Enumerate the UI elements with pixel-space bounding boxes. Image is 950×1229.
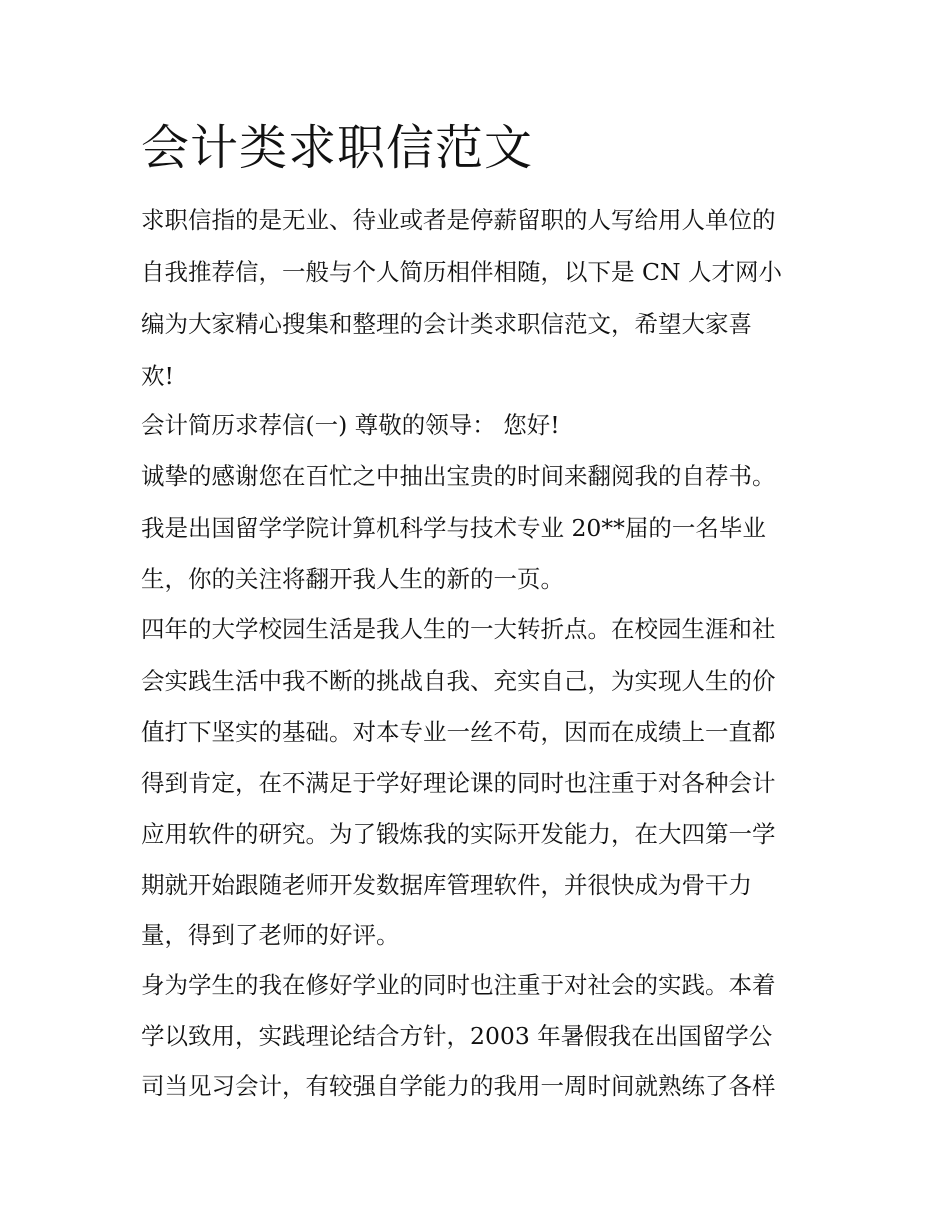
body-line: 编为大家精心搜集和整理的会计类求职信范文，希望大家喜 — [141, 310, 752, 338]
body-line: 求职信指的是无业、待业或者是停薪留职的人写给用人单位的 — [141, 206, 776, 234]
body-line: 期就开始跟随老师开发数据库管理软件，并很快成为骨干力 — [141, 871, 752, 899]
body-line: 会实践生活中我不断的挑战自我、充实自己，为实现人生的价 — [141, 667, 776, 695]
body-line: 司当见习会计，有较强自学能力的我用一周时间就熟练了各样 — [141, 1072, 776, 1100]
body-line: 学以致用，实践理论结合方针，2003 年暑假我在出国留学公 — [141, 1022, 773, 1050]
document-title: 会计类求职信范文 — [141, 120, 534, 176]
body-line: 四年的大学校园生活是我人生的一大转折点。在校园生涯和社 — [141, 615, 776, 643]
body-line: 身为学生的我在修好学业的同时也注重于对社会的实践。本着 — [141, 971, 776, 999]
body-line: 应用软件的研究。为了锻炼我的实际开发能力，在大四第一学 — [141, 820, 776, 848]
body-line: 自我推荐信，一般与个人简历相伴相随，以下是 CN 人才网小 — [141, 258, 782, 286]
body-line: 生，你的关注将翻开我人生的新的一页。 — [141, 565, 564, 593]
body-line: 量，得到了老师的好评。 — [141, 921, 400, 949]
body-line: 我是出国留学学院计算机科学与技术专业 20**届的一名毕业 — [141, 514, 766, 542]
salutation-line: 会计简历求荐信(一) 尊敬的领导： 您好! — [141, 411, 560, 439]
body-line: 值打下坚实的基础。对本专业一丝不苟，因而在成绩上一直都 — [141, 718, 776, 746]
body-line: 诚挚的感谢您在百忙之中抽出宝贵的时间来翻阅我的自荐书。 — [141, 462, 776, 490]
body-line: 欢! — [141, 362, 174, 390]
body-line: 得到肯定，在不满足于学好理论课的同时也注重于对各种会计 — [141, 769, 776, 797]
